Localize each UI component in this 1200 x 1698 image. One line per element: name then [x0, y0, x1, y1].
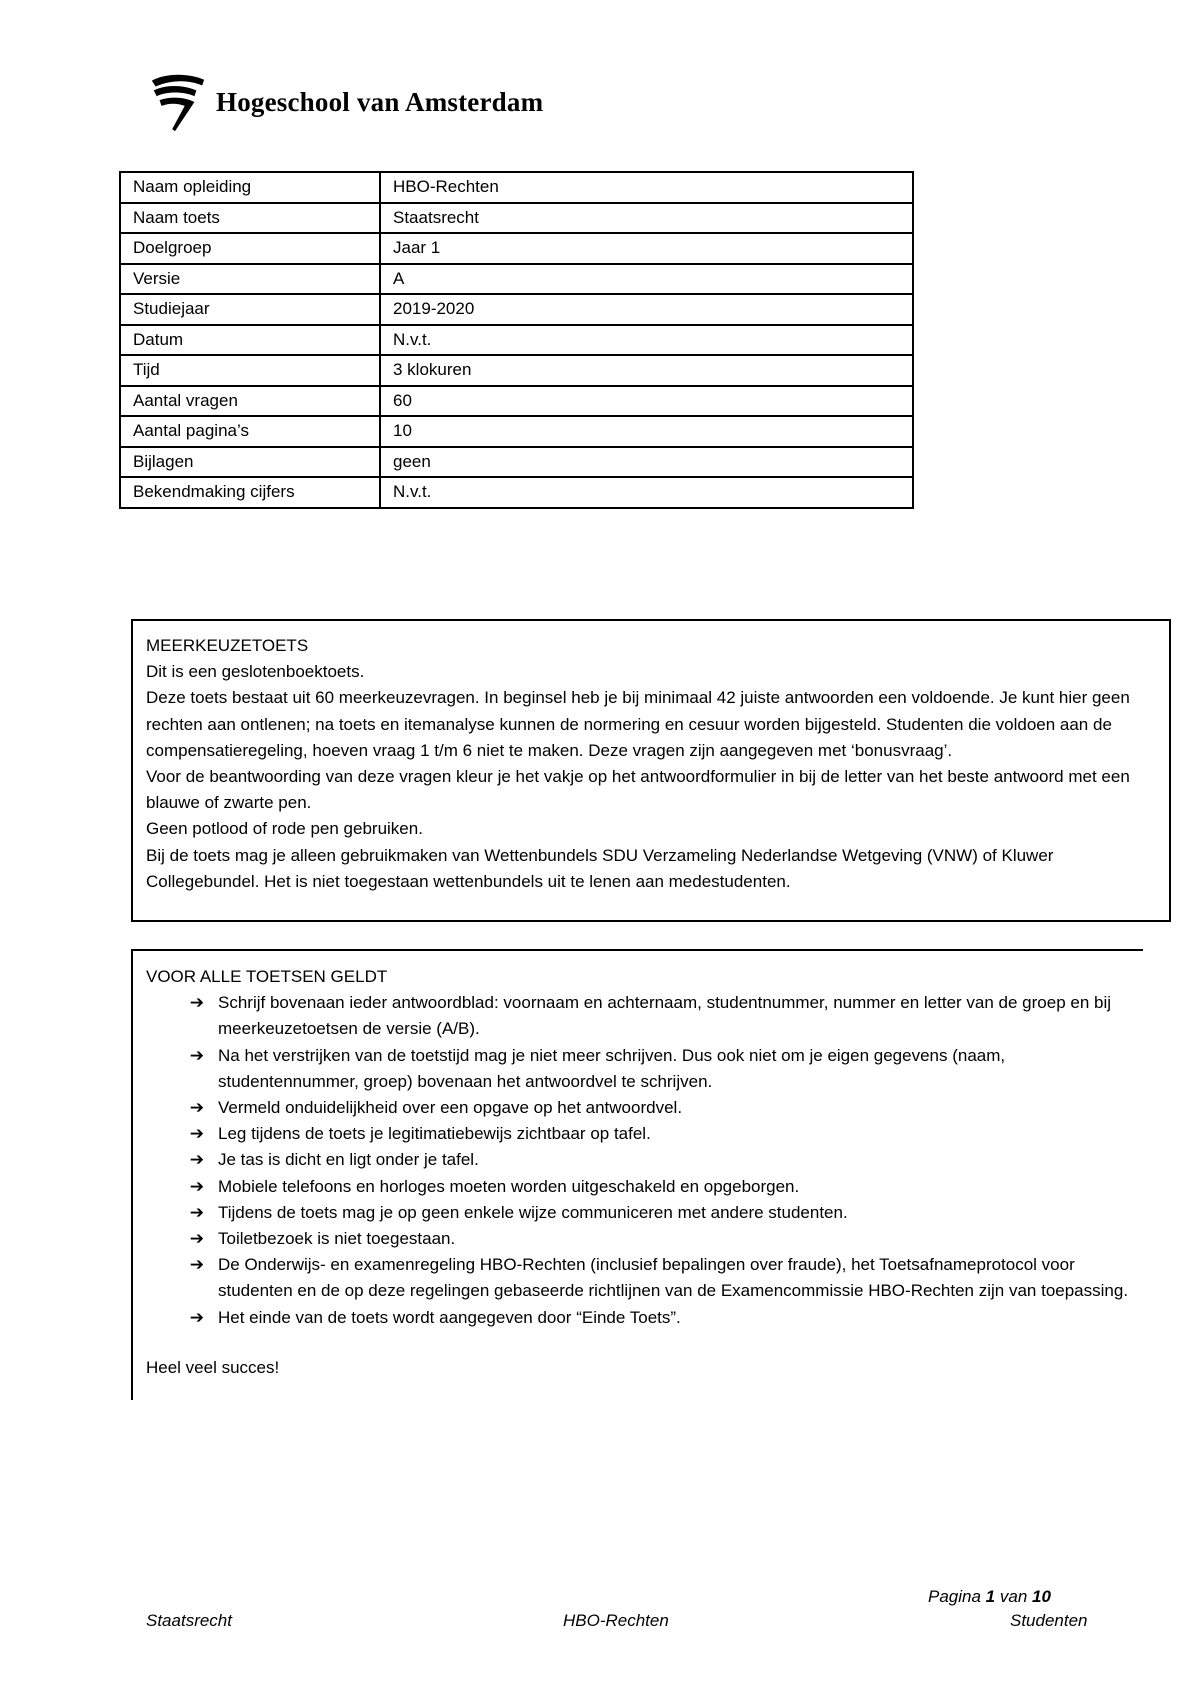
footer-right: Studenten	[1010, 1611, 1088, 1630]
footer-left: Staatsrecht	[146, 1611, 232, 1630]
institution-logo	[146, 70, 606, 134]
footer-center: HBO-Rechten	[563, 1611, 669, 1630]
arrow-right-icon: ➔	[189, 1229, 204, 1249]
info-label: Versie	[120, 264, 380, 295]
list-item	[146, 1095, 1133, 1121]
instruction-line: Dit is een geslotenboektoets.	[146, 662, 365, 682]
table-row	[120, 264, 913, 295]
rule-text: Je tas is dicht en ligt onder je tafel.	[218, 1150, 479, 1170]
info-value: N.v.t.	[380, 325, 913, 356]
table-row	[120, 386, 913, 417]
info-label: Bekendmaking cijfers	[120, 477, 380, 508]
table-row	[120, 233, 913, 264]
page-current: 1	[985, 1587, 996, 1606]
arrow-right-icon: ➔	[189, 993, 204, 1013]
page-number	[928, 1587, 1051, 1607]
info-value: 10	[380, 416, 913, 447]
rules-title: VOOR ALLE TOETSEN GELDT	[146, 967, 388, 986]
instruction-line: Voor de beantwoording van deze vragen kleur je het vakje op het antwoordformulier in bij de letter van het beste antwoord met een blauwe of zwarte pen.	[146, 767, 1130, 813]
info-value: 60	[380, 386, 913, 417]
info-value: N.v.t.	[380, 477, 913, 508]
info-label: Studiejaar	[120, 294, 380, 325]
arrow-right-icon: ➔	[189, 1098, 204, 1118]
list-item	[146, 1200, 1133, 1226]
rule-text: Mobiele telefoons en horloges moeten worden uitgeschakeld en opgeborgen.	[218, 1176, 800, 1196]
arrow-right-icon: ➔	[189, 1124, 204, 1144]
info-value: geen	[380, 447, 913, 478]
arrow-right-icon: ➔	[189, 1255, 204, 1275]
list-item	[146, 1305, 1133, 1331]
list-item	[146, 1147, 1133, 1173]
table-row	[120, 447, 913, 478]
rule-text: Tijdens de toets mag je op geen enkele wijze communiceren met andere studenten.	[218, 1202, 848, 1222]
table-row	[120, 294, 913, 325]
page-sep: van	[999, 1587, 1028, 1606]
rule-text: Het einde van de toets wordt aangegeven door “Einde Toets”.	[218, 1307, 681, 1327]
info-label: Doelgroep	[120, 233, 380, 264]
instruction-line: Bij de toets mag je alleen gebruikmaken van Wettenbundels SDU Verzameling Nederlandse Wetgeving (VNW) of Kluwer Collegebundel. Het is niet toegestaan wettenbundels uit te lenen aan medestudenten.	[146, 845, 1054, 891]
table-row	[120, 172, 913, 203]
info-label: Tijd	[120, 355, 380, 386]
table-row	[120, 477, 913, 508]
instruction-line: Geen potlood of rode pen gebruiken.	[146, 819, 423, 839]
rule-text: Vermeld onduidelijkheid over een opgave op het antwoordvel.	[218, 1098, 683, 1118]
arrow-right-icon: ➔	[189, 1176, 204, 1196]
instructions-title: MEERKEUZETOETS	[146, 636, 309, 655]
rules-list	[146, 990, 1133, 1331]
info-label: Datum	[120, 325, 380, 356]
info-value: 3 klokuren	[380, 355, 913, 386]
exam-info-table	[119, 171, 914, 509]
arrow-right-icon: ➔	[189, 1045, 204, 1065]
arrow-right-icon: ➔	[189, 1307, 204, 1327]
rule-text: De Onderwijs- en examenregeling HBO-Rechten (inclusief bepalingen over fraude), het Toetsafnameprotocol voor studenten en de op deze regelingen gebaseerde richtlijnen van de Examencommissie HBO-Rechten zijn van toepassing.	[218, 1255, 1129, 1301]
institution-name: Hogeschool van Amsterdam	[216, 86, 544, 117]
list-item	[146, 990, 1133, 1042]
rule-text: Schrijf bovenaan ieder antwoordblad: voornaam en achternaam, studentnummer, nummer en letter van de groep en bij meerkeuzetoetsen de versie (A/B).	[218, 993, 1112, 1039]
info-value: Jaar 1	[380, 233, 913, 264]
page-prefix: Pagina	[928, 1587, 981, 1606]
info-label: Aantal vragen	[120, 386, 380, 417]
info-label: Naam toets	[120, 203, 380, 234]
info-value: A	[380, 264, 913, 295]
hva-logo-icon	[146, 71, 208, 133]
list-item	[146, 1121, 1133, 1147]
rule-text: Na het verstrijken van de toetstijd mag je niet meer schrijven. Dus ook niet om je eigen gegevens (naam, studentennummer, groep) bovenaan het antwoordvel te schrijven.	[218, 1045, 1006, 1091]
list-item	[146, 1043, 1133, 1095]
info-value: HBO-Rechten	[380, 172, 913, 203]
list-item	[146, 1174, 1133, 1200]
table-row	[120, 203, 913, 234]
arrow-right-icon: ➔	[189, 1150, 204, 1170]
closing-text: Heel veel succes!	[146, 1357, 280, 1377]
instruction-line: Deze toets bestaat uit 60 meerkeuzevragen. In beginsel heb je bij minimaal 42 juiste antwoorden een voldoende. Je kunt hier geen rechten aan ontlenen; na toets en itemanalyse kunnen de normering en cesuur worden bijgesteld. Studenten die voldoen aan de compensatieregeling, hoeven vraag 1 t/m 6 niet te maken. Deze vragen zijn aangegeven met ‘bonusvraag’.	[146, 688, 1130, 760]
rules-box	[131, 949, 1143, 1400]
table-row	[120, 325, 913, 356]
page-total: 10	[1032, 1587, 1051, 1606]
info-value: 2019-2020	[380, 294, 913, 325]
info-label: Naam opleiding	[120, 172, 380, 203]
info-label: Aantal pagina’s	[120, 416, 380, 447]
rule-text: Leg tijdens de toets je legitimatiebewijs zichtbaar op tafel.	[218, 1124, 651, 1144]
info-label: Bijlagen	[120, 447, 380, 478]
arrow-right-icon: ➔	[189, 1202, 204, 1222]
table-row	[120, 355, 913, 386]
list-item	[146, 1226, 1133, 1252]
rule-text: Toiletbezoek is niet toegestaan.	[218, 1229, 456, 1249]
table-row	[120, 416, 913, 447]
list-item	[146, 1252, 1133, 1304]
instructions-box	[131, 619, 1171, 922]
info-value: Staatsrecht	[380, 203, 913, 234]
